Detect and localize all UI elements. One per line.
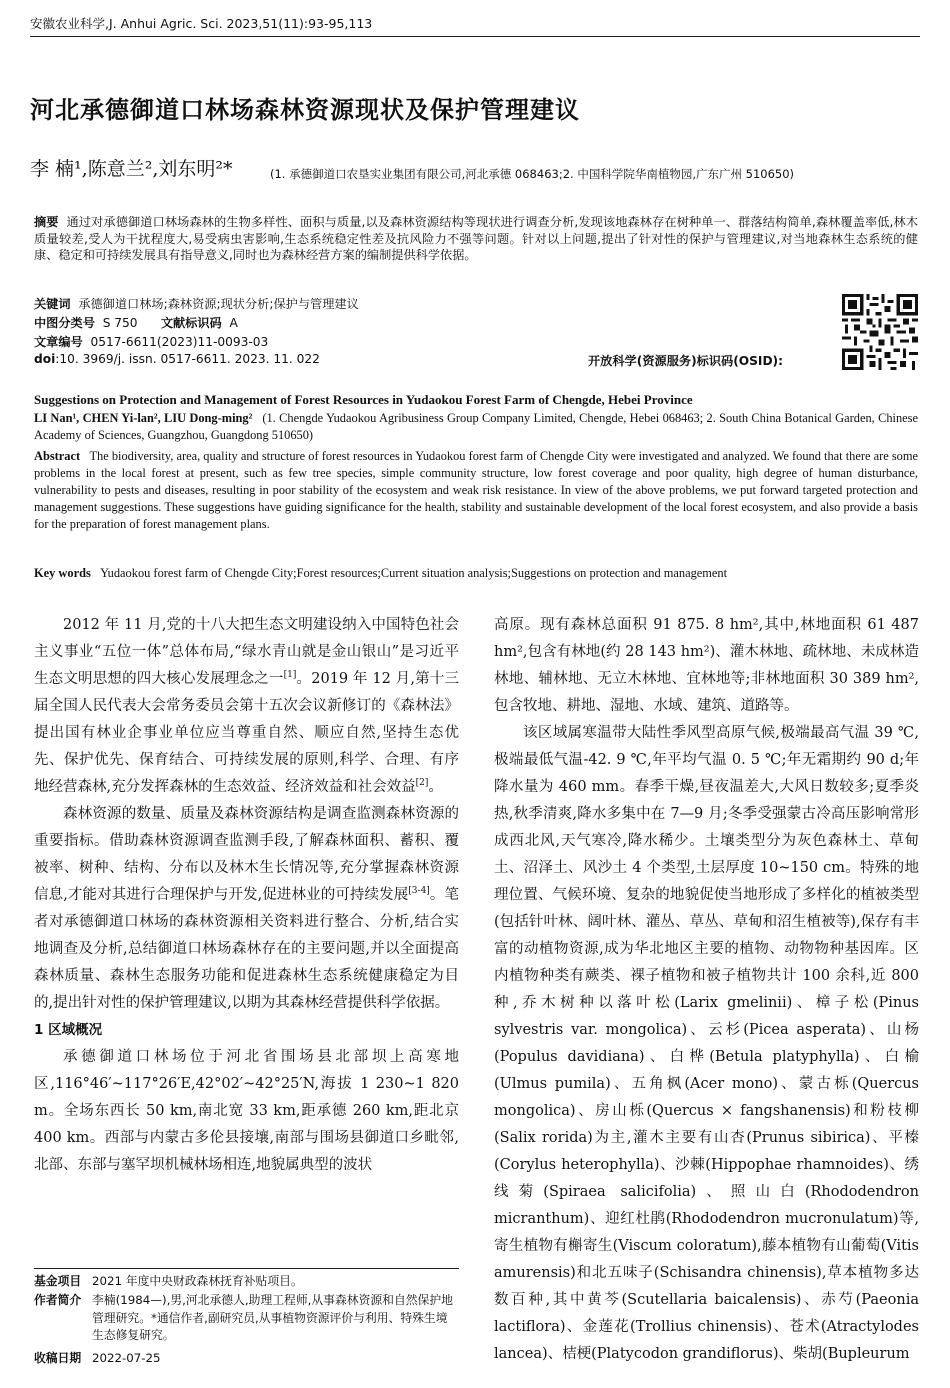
article-no-value: 0517-6611(2023)11-0093-03 [90,335,269,349]
body-right-column [494,612,919,1368]
author-affiliation: (1. 承德御道口农垦实业集团有限公司,河北承德 068463;2. 中国科学院华南植物园,广东广州 510650) [270,167,795,181]
intro-text-1-end: 。 [428,779,443,795]
fund-text: 2021 年度中央财政森林抚育补贴项目。 [92,1274,303,1288]
footnote-date [34,1350,459,1368]
article-number-line [34,333,268,350]
intro-text-1b: 。2019 年 12 月,第十三届全国人民代表大会常务委员会第十五次会议新修订的《森林法》提出国有林业企事业单位应当尊重自然、顺应自然,坚持生态优先、保护优先、保育结合、可持续发展的原则,科学、合理、有序地经营森林,充分发挥森林的生态效益、经济效益和社会效益 [34,671,459,795]
english-authors: LI Nan¹, CHEN Yi-lan², LIU Dong-ming² [34,411,253,425]
english-keywords [34,566,918,581]
english-title: Suggestions on Protection and Management of Forest Resources in Yudaokou Forest Farm of Chengde, Hebei Province [34,392,693,407]
footnote-author [34,1292,459,1345]
english-keywords-label: Key words [34,566,91,580]
footnote-fund [34,1273,459,1291]
abstract-label: 摘要 [34,215,59,229]
doi-label: doi [34,352,56,366]
intro-text-2: 森林资源的数量、质量及森林资源结构是调查监测森林资源的重要指标。借助森林资源调查监测手段,了解森林面积、蓄积、覆被率、树种、结构、分布以及林木生长情况等,充分掌握森林资源信息,才能对其进行合理保护与开发,促进林业的可持续发展 [34,806,459,903]
clc-label: 中图分类号 [34,316,95,330]
author-info-label: 作者简介 [34,1293,82,1307]
abstract-text: 通过对承德御道口林场森林的生物多样性、面积与质量,以及森林资源结构等现状进行调查分析,发现该地森林存在树种单一、群落结构简单,森林覆盖率低,林木质量较差,受人为干扰程度大,易受病虫害影响,生态系统稳定性差及抗风险力不强等问题。针对以上问题,提出了针对性的保护与管理建议,对当地森林生态系统的健康、稳定和可持续发展具有指导意义,同时也为森林经营方案的编制提供科学依据。 [34,215,919,262]
footnote-divider [34,1268,459,1269]
received-date-label: 收稿日期 [34,1351,82,1365]
english-abstract-label: Abstract [34,449,81,463]
chinese-abstract [34,214,918,264]
journal-header: 安徽农业科学,J. Anhui Agric. Sci. 2023,51(11):93-95,113 [30,14,920,37]
osid-label: 开放科学(资源服务)标识码(OSID): [588,354,784,368]
intro-paragraph-1 [34,612,459,801]
clc-value: S 750 [102,316,138,330]
keywords-label: 关键词 [34,297,71,311]
intro-text-1: 2012 年 11 月,党的十八大把生态文明建设纳入中国特色社会主义事业“五位一体”总体布局,“绿水青山就是金山银山”是习近平生态文明思想的四大核心发展理念之一 [34,617,459,687]
doc-code-label: 文献标识码 [160,316,222,330]
section-heading-1: 1 区域概况 [34,1022,103,1038]
author-list: 李 楠¹,陈意兰²,刘东明²* [30,158,233,180]
keywords-cn [34,295,359,312]
english-abstract [34,448,918,533]
english-abstract-text: The biodiversity, area, quality and structure of forest resources in Yudaokou forest farm of Chengde City were investigated and analyzed. We found that there are some problems in the local forest at present, such as few tree species, simple community structure, low forest coverage and poor quality, high degree of human disturbance, vulnerability to pests and diseases, resulting in poor stability of the ecosystem and weak risk resistance. In view of the above problems, we put forward targeted protection and management suggestions. These suggestions have guiding significance for the health, stability and sustainable development of the local forest ecosystem, and also provide a basis for the preparation of forest management plans. [34,449,919,531]
region-paragraph-2: 该区域属寒温带大陆性季风型高原气候,极端最高气温 39 ℃,极端最低气温-42. 9 ℃,年平均气温 0. 5 ℃;年无霜期约 90 d;年降水量为 460 mm。春季干燥,昼夜温差大,大风日数较多;夏季炎热,秋季清爽,降水多集中在 7—9 月;冬季受强蒙古冷高压影响常形成西北风,天气寒冷,降水稀少。土壤类型分为灰色森林土、草甸土、沼泽土、风沙土 4 个类型,土层厚度 10~150 cm。特殊的地理位置、气候环境、复杂的地貌促使当地形成了多样化的植被类型(包括针叶林、阔叶林、灌丛、草丛、草甸和沼生植被等),保存有丰富的动植物资源,成为华北地区主要的植物、动物物种基因库。区内植物种类有蕨类、裸子植物和被子植物共计 100 余科,近 800 种,乔木树种以落叶松(Larix gmelinii)、樟子松(Pinus sylvestris var. mongolica)、云杉(Picea asperata)、山杨(Populus davidiana)、白桦(Betula platyphylla)、白榆(Ulmus pumila)、五角枫(Acer mono)、蒙古栎(Quercus mongolica)、房山栎(Quercus × fangshanensis)和粉枝柳(Salix rorida)为主,灌木主要有山杏(Prunus sibirica)、平榛(Corylus heterophylla)、沙棘(Hippophae rhamnoides)、绣线菊(Spiraea salicifolia)、照山白(Rhododendron micranthum)、迎红杜鹃(Rhododendron mucronulatum)等,寄生植物有槲寄生(Viscum coloratum),藤本植物有山葡萄(Vitis amurensis)和北五味子(Schisandra chinensis),草本植物多达数百种,其中黄芩(Scutellaria baicalensis)、赤芍(Paeonia lactiflora)、金莲花(Trollius chinensis)、苍术(Atractylodes lancea)、桔梗(Platycodon grandiflorus)、柴胡(Bupleurum [494,725,919,1362]
intro-text-2b: 。笔者对承德御道口林场的森林资源相关资料进行整合、分析,结合实地调查及分析,总结御道口林场森林存在的主要问题,并以全面提高森林质量、森林生态服务功能和促进森林生态系统健康稳定为目的,提出针对性的保护管理建议,以期为其森林经营提供科学依据。 [34,887,460,1011]
classification-line [34,314,238,331]
english-keywords-text: Yudaokou forest farm of Chengde City;Forest resources;Current situation analysis;Suggestions on protection and management [100,566,728,580]
paper-title: 河北承德御道口林场森林资源现状及保护管理建议 [30,96,580,124]
doc-code-value: A [229,316,238,330]
region-paragraph-1: 承德御道口林场位于河北省围场县北部坝上高寒地区,116°46′~117°26′E,42°02′~42°25′N,海拔 1 230~1 820 m。全场东西长 50 km,南北宽 33 km,距承德 260 km,距北京 400 km。西部与内蒙古多伦县接壤,南部与围场县御道口乡毗邻,北部、东部与塞罕坝机械林场相连,地貌属典型的波状 [34,1049,459,1173]
english-affiliation: (1. Chengde Yudaokou Agribusiness Group Company Limited, Chengde, Hebei 068463; 2. South China Botanical Garden, Chinese Academy of Sciences, Guangzhou, Guangdong 510650) [34,411,918,442]
citation-2[interactable]: [2] [415,778,429,789]
article-no-label: 文章编号 [34,335,83,349]
citation-1[interactable]: [1] [283,670,297,681]
received-date-text: 2022-07-25 [92,1351,161,1365]
author-info-text: 李楠(1984—),男,河北承德人,助理工程师,从事森林资源和自然保护地管理研究。*通信作者,副研究员,从事植物资源评价与利用、特殊生境生态修复研究。 [92,1293,453,1342]
region-paragraph-1-cont: 高原。现有森林总面积 91 875. 8 hm²,其中,林地面积 61 487 hm²,包含有林地(约 28 143 hm²)、灌木林地、疏林地、未成林造林地、辅林地、无立木林地、宜林地等;非林地面积 30 389 hm²,包含牧地、耕地、湿地、水域、建筑、道路等。 [494,617,919,714]
english-authors-affiliation [34,410,918,444]
body-left-column [34,612,459,1179]
doi-line [34,352,320,366]
intro-paragraph-2 [34,801,459,1017]
doi-value[interactable]: :10. 3969/j. issn. 0517-6611. 2023. 11. 022 [55,352,320,366]
qr-code-icon[interactable] [842,294,918,370]
keywords-text: 承德御道口林场;森林资源;现状分析;保护与管理建议 [78,297,359,311]
fund-label: 基金项目 [34,1274,82,1288]
citation-3-4[interactable]: [3-4] [408,886,430,897]
